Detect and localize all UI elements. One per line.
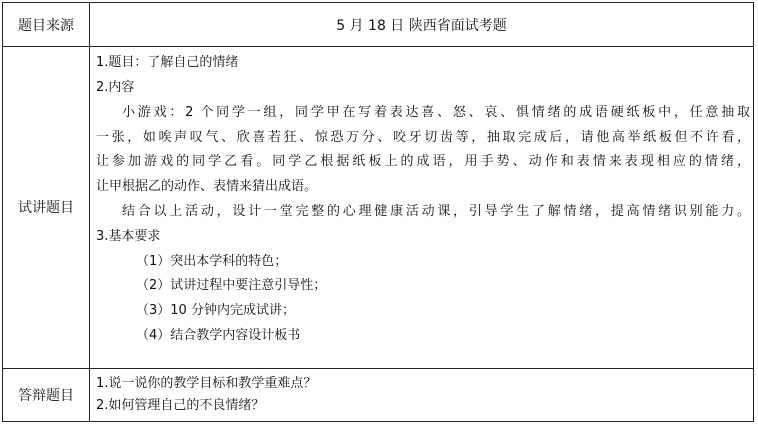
content-paragraph-line: 让甲根据乙的动作、表情来猜出成语。 <box>96 179 318 195</box>
cropped-text-fragment <box>30 426 100 432</box>
content-paragraph-line: 一张，如唉声叹气、欣喜若狂、惊恐万分、咬牙切齿等，抽取完成后，请他高举纸板但不许看， <box>96 129 750 145</box>
requirement-item: （1）突出本学科的特色； <box>136 253 288 269</box>
source-label: 题目来源 <box>3 3 90 47</box>
header-row <box>3 3 754 47</box>
lecture-content <box>90 47 754 369</box>
requirement-item: （4）结合教学内容设计板书 <box>136 327 301 343</box>
defense-question: 1.说一说你的教学目标和教学重难点？ <box>96 375 317 391</box>
requirement-item: （2）试讲过程中要注意引导性； <box>136 278 327 294</box>
lecture-label: 试讲题目 <box>3 47 90 369</box>
content-paragraph-line: 让参加游戏的同学乙看。同学乙根据纸板上的成语，用手势、动作和表情来表现相应的情绪， <box>96 154 750 170</box>
defense-row <box>3 368 754 421</box>
content-heading: 2.内容 <box>96 80 135 95</box>
defense-content <box>90 368 754 421</box>
exam-info-table <box>2 2 754 422</box>
defense-question: 2.如何管理自己的不良情绪？ <box>96 397 265 413</box>
requirements-heading: 3.基本要求 <box>96 228 161 244</box>
content-paragraph-line: 小游戏：2 个同学一组，同学甲在写着表达喜、怒、哀、惧情绪的成语硬纸板中，任意抽取 <box>122 104 750 120</box>
requirement-item: （3）10 分钟内完成试讲； <box>136 303 295 319</box>
topic-line: 1.题目：了解自己的情绪 <box>96 55 239 71</box>
defense-label: 答辩题目 <box>3 368 90 421</box>
source-title: 5 月 18 日 陕西省面试考题 <box>90 3 754 47</box>
lecture-row <box>3 47 754 369</box>
activity-instruction-line: 结合以上活动，设计一堂完整的心理健康活动课，引导学生了解情绪，提高情绪识别能力。 <box>122 203 750 219</box>
